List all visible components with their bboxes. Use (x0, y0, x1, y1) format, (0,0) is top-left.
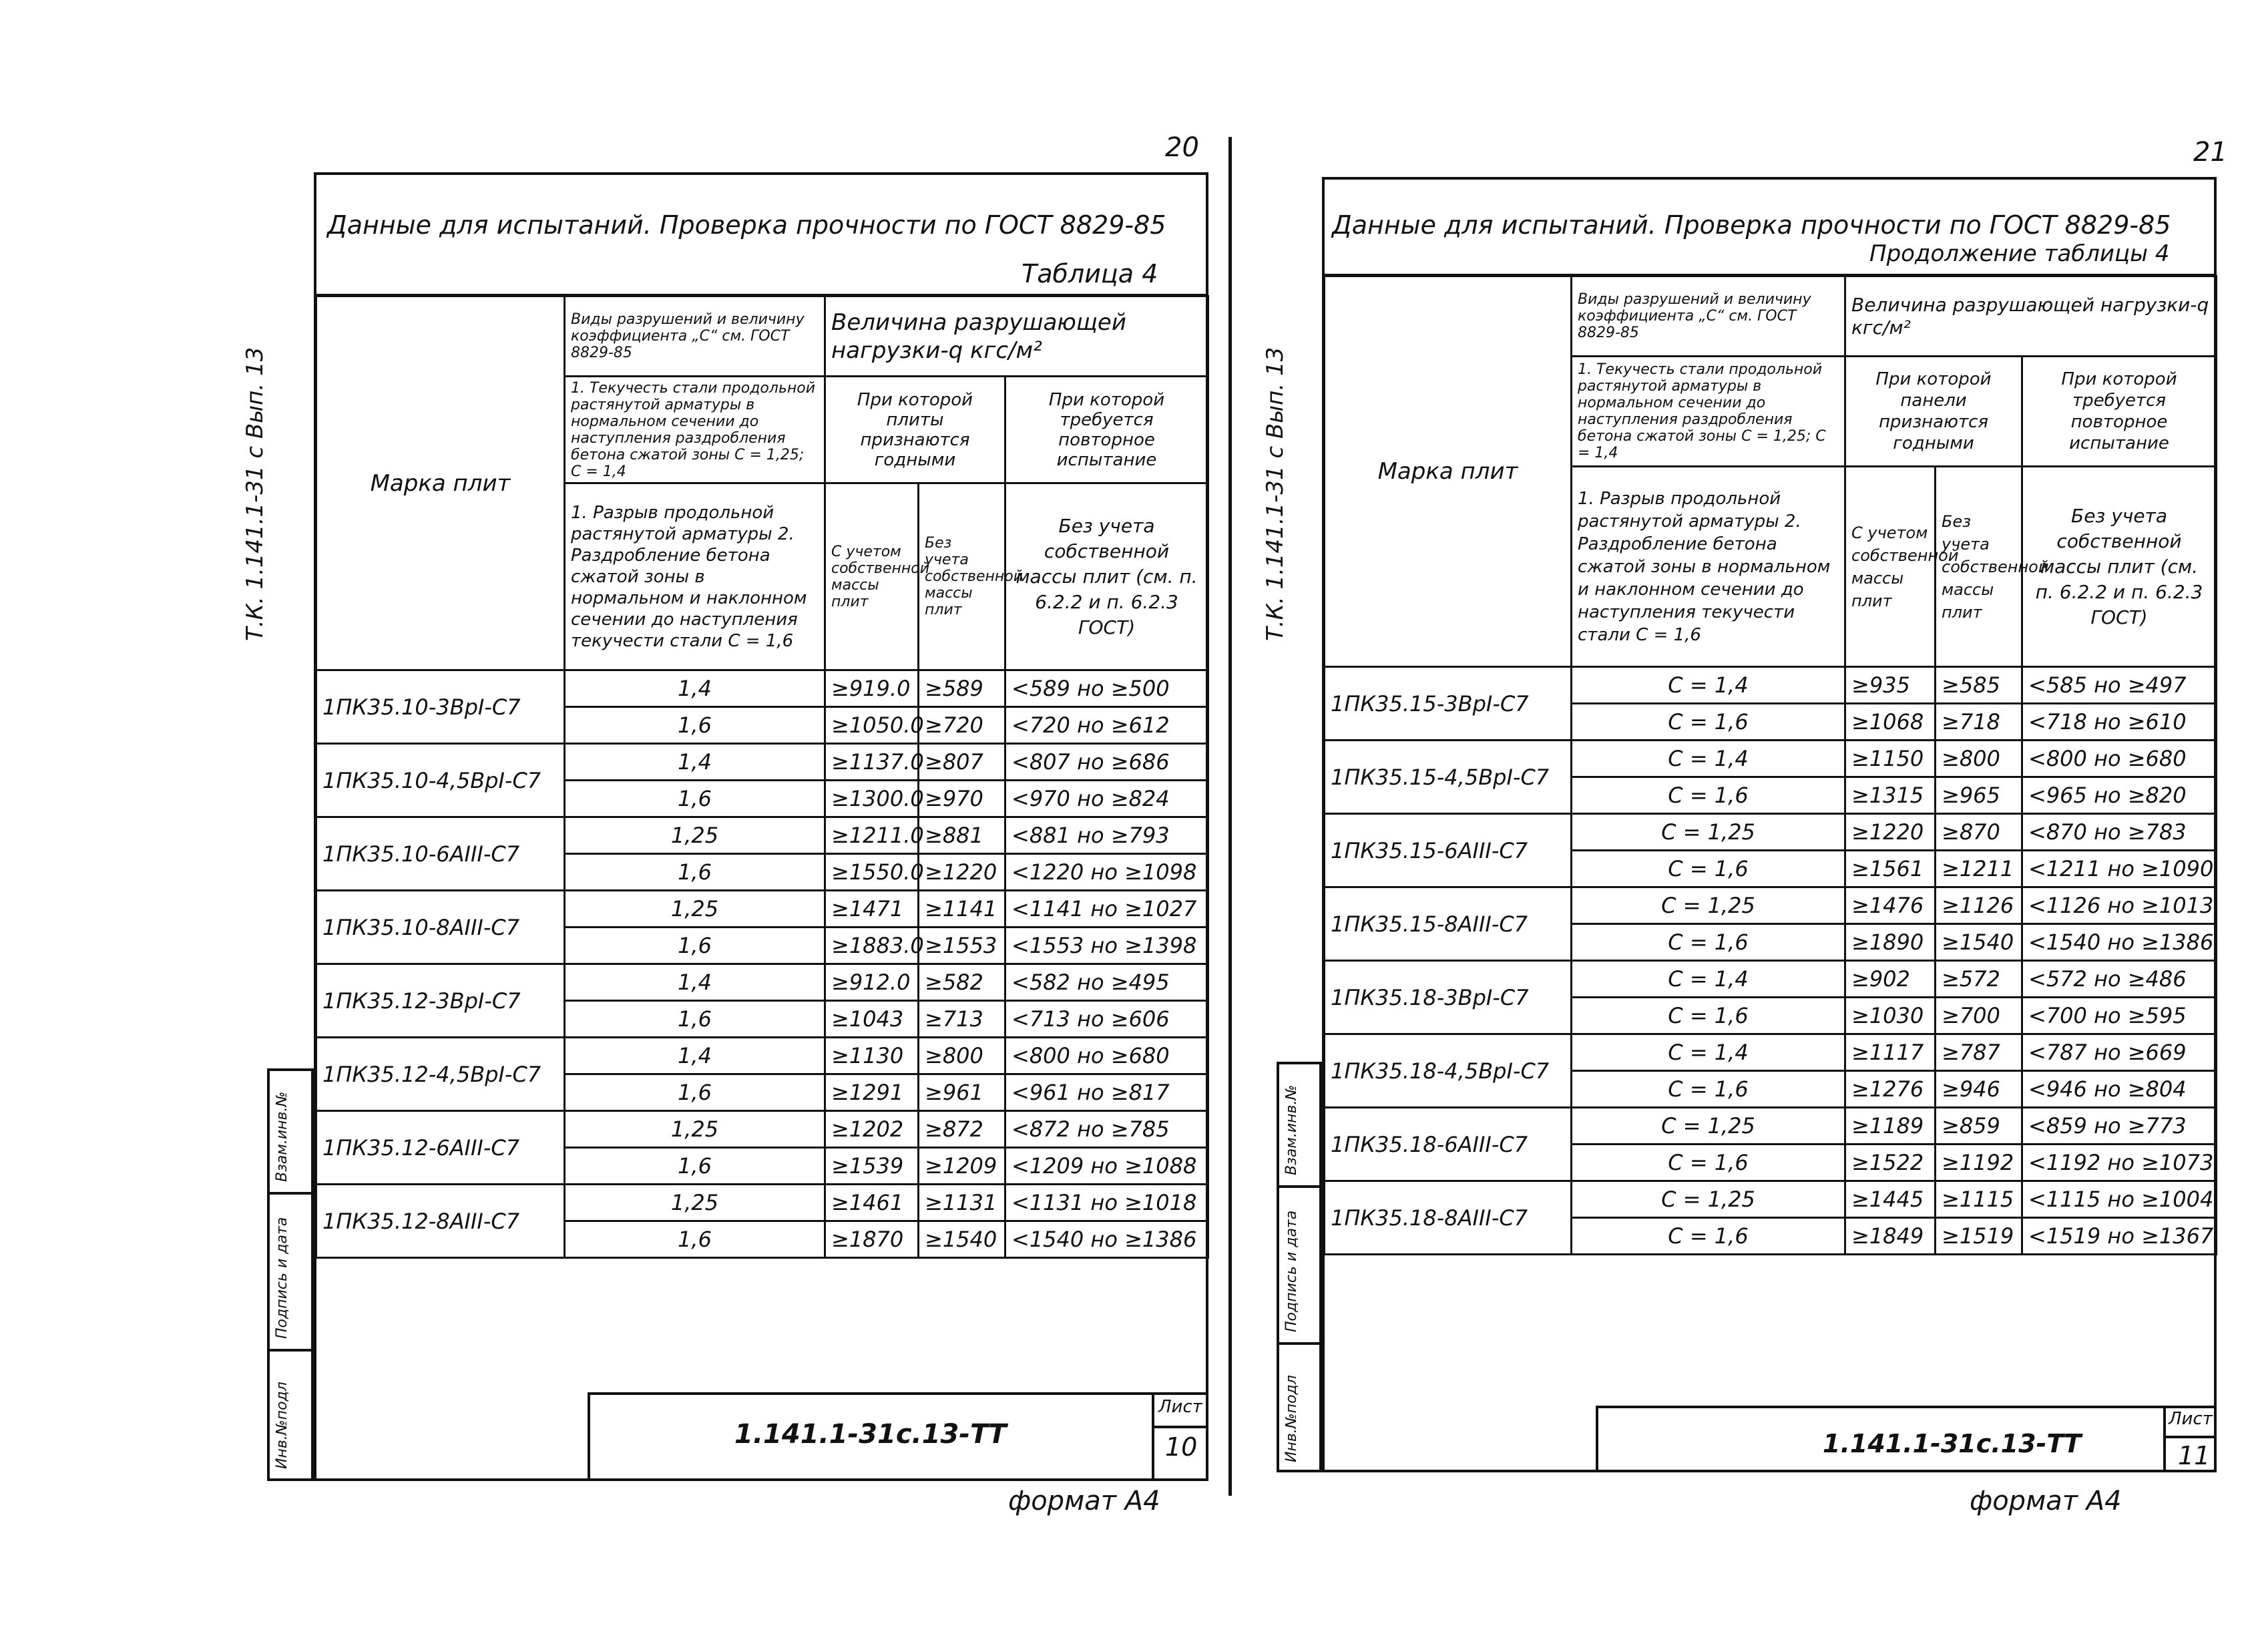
left-side-label: Т.К. 1.141.1-31 с Вып. 13 (242, 347, 268, 641)
right-stamp-sheet-label: Лист (2169, 1409, 2213, 1429)
retest-cell: <872 но ≥785 (1005, 1111, 1208, 1148)
coefficient-cell: С = 1,25 (1572, 1181, 1845, 1218)
coefficient-cell: 1,6 (565, 1074, 825, 1111)
plate-mark-cell: 1ПК35.15-4,5ВрI-С7 (1325, 741, 1572, 814)
table-row (1325, 1108, 2217, 1145)
without-own-mass-cell: ≥572 (1936, 961, 2022, 998)
with-own-mass-cell: ≥1300.0 (825, 781, 919, 817)
left-stamp-divider-v (1152, 1392, 1154, 1481)
retest-cell: <713 но ≥606 (1005, 1001, 1208, 1038)
left-without-own-retest-header: Без учета собственной массы плит (см. п. 6.2.2 и п. 6.2.3 ГОСТ) (1005, 483, 1208, 670)
right-format: формат А4 (1970, 1486, 2122, 1516)
plate-mark-cell: 1ПК35.18-3ВрI-С7 (1325, 961, 1572, 1034)
without-own-mass-cell: ≥1540 (919, 1221, 1005, 1258)
right-stamp-divider-h (2163, 1436, 2217, 1438)
without-own-mass-cell: ≥1141 (919, 891, 1005, 927)
left-mark-header: Марка плит (316, 296, 565, 670)
table-row (1325, 1034, 2217, 1071)
coefficient-cell: С = 1,6 (1572, 1145, 1845, 1181)
without-own-mass-cell: ≥807 (919, 744, 1005, 781)
right-side-stamp-3: Инв.№подл (1283, 1375, 1300, 1462)
with-own-mass-cell: ≥1117 (1845, 1034, 1936, 1071)
coefficient-cell: 1,6 (565, 1221, 825, 1258)
table-row (1325, 961, 2217, 998)
coefficient-cell: С = 1,6 (1572, 998, 1845, 1034)
coefficient-cell: 1,4 (565, 670, 825, 707)
table-row (316, 964, 1208, 1001)
coefficient-cell: 1,6 (565, 707, 825, 744)
without-own-mass-cell: ≥720 (919, 707, 1005, 744)
table-row (1325, 667, 2217, 704)
retest-cell: <700 но ≥595 (2022, 998, 2217, 1034)
retest-cell: <1540 но ≥1386 (2022, 924, 2217, 961)
retest-cell: <970 но ≥824 (1005, 781, 1208, 817)
left-side-stamp-1: Взам.инв.№ (274, 1091, 290, 1182)
without-own-mass-cell: ≥1211 (1936, 851, 2022, 887)
coefficient-cell: С = 1,6 (1572, 777, 1845, 814)
coefficient-cell: 1,4 (565, 744, 825, 781)
with-own-mass-cell: ≥1870 (825, 1221, 919, 1258)
table-row (316, 891, 1208, 927)
right-without-own-retest-header: Без учета собственной массы плит (см. п. 6.2.2 и п. 6.2.3 ГОСТ) (2022, 467, 2217, 667)
coefficient-cell: 1,6 (565, 854, 825, 891)
without-own-mass-cell: ≥1553 (919, 927, 1005, 964)
retest-cell: <1141 но ≥1027 (1005, 891, 1208, 927)
with-own-mass-cell: ≥1043 (825, 1001, 919, 1038)
without-own-mass-cell: ≥713 (919, 1001, 1005, 1038)
without-own-mass-cell: ≥1126 (1936, 887, 2022, 924)
with-own-mass-cell: ≥1291 (825, 1074, 919, 1111)
without-own-mass-cell: ≥1131 (919, 1185, 1005, 1221)
left-accepted-header: При которой плиты признаются годными (825, 377, 1005, 483)
table-row (316, 817, 1208, 854)
right-side-stamp-2: Подпись и дата (1283, 1210, 1300, 1332)
coefficient-cell: С = 1,4 (1572, 961, 1845, 998)
with-own-mass-cell: ≥1849 (1845, 1218, 1936, 1255)
plate-mark-cell: 1ПК35.15-6АIII-С7 (1325, 814, 1572, 887)
coefficient-cell: 1,25 (565, 1185, 825, 1221)
retest-cell: <1115 но ≥1004 (2022, 1181, 2217, 1218)
without-own-mass-cell: ≥1115 (1936, 1181, 2022, 1218)
retest-cell: <585 но ≥497 (2022, 667, 2217, 704)
retest-cell: <1553 но ≥1398 (1005, 927, 1208, 964)
plate-mark-cell: 1ПК35.18-4,5ВрI-С7 (1325, 1034, 1572, 1108)
without-own-mass-cell: ≥718 (1936, 704, 2022, 741)
table-row (1325, 741, 2217, 777)
coefficient-cell: 1,6 (565, 927, 825, 964)
without-own-mass-cell: ≥1209 (919, 1148, 1005, 1185)
left-side-stamp-div1 (267, 1192, 314, 1195)
left-table (315, 295, 1209, 1259)
retest-cell: <589 но ≥500 (1005, 670, 1208, 707)
left-retest-header: При которой требуется повторное испытание (1005, 377, 1208, 483)
table-row (1325, 1181, 2217, 1218)
with-own-mass-cell: ≥1050.0 (825, 707, 919, 744)
plate-mark-cell: 1ПК35.15-3ВрI-С7 (1325, 667, 1572, 741)
table-row (316, 670, 1208, 707)
retest-cell: <1540 но ≥1386 (1005, 1221, 1208, 1258)
with-own-mass-cell: ≥1030 (1845, 998, 1936, 1034)
with-own-mass-cell: ≥1550.0 (825, 854, 919, 891)
without-own-mass-cell: ≥787 (1936, 1034, 2022, 1071)
with-own-mass-cell: ≥1276 (1845, 1071, 1936, 1108)
without-own-mass-cell: ≥961 (919, 1074, 1005, 1111)
retest-cell: <946 но ≥804 (2022, 1071, 2217, 1108)
with-own-mass-cell: ≥1130 (825, 1038, 919, 1074)
retest-cell: <718 но ≥610 (2022, 704, 2217, 741)
right-side-stamp-div1 (1277, 1185, 1322, 1188)
left-types-header: Виды разрушений и величину коэффициента „C“ см. ГОСТ 8829-85 (565, 296, 825, 377)
coefficient-cell: С = 1,6 (1572, 1218, 1845, 1255)
left-stamp-sheet-label: Лист (1158, 1397, 1202, 1417)
right-side-stamp-div2 (1277, 1342, 1322, 1345)
without-own-mass-cell: ≥859 (1936, 1108, 2022, 1145)
left-subtitle: Таблица 4 (1022, 259, 1158, 288)
plate-mark-cell: 1ПК35.12-4,5ВрI-С7 (316, 1038, 565, 1111)
right-page-number: 21 (2193, 137, 2227, 168)
without-own-mass-cell: ≥800 (919, 1038, 1005, 1074)
left-side-stamp-3: Инв.№подл (274, 1382, 290, 1469)
left-type2: 1. Разрыв продольной растянутой арматуры 2. Раздробление бетона сжатой зоны в нормальном и наклонном сечении до наступления текучести стали С = 1,6 (565, 483, 825, 670)
retest-cell: <807 но ≥686 (1005, 744, 1208, 781)
coefficient-cell: С = 1,6 (1572, 851, 1845, 887)
left-load-header: Величина разрушающей нагрузки-q кгс/м² (825, 296, 1208, 377)
retest-cell: <1192 но ≥1073 (2022, 1145, 2217, 1181)
plate-mark-cell: 1ПК35.15-8АIII-С7 (1325, 887, 1572, 961)
plate-mark-cell: 1ПК35.18-6АIII-С7 (1325, 1108, 1572, 1181)
retest-cell: <1131 но ≥1018 (1005, 1185, 1208, 1221)
coefficient-cell: 1,25 (565, 891, 825, 927)
retest-cell: <965 но ≥820 (2022, 777, 2217, 814)
right-type1: 1. Текучесть стали продольной растянутой арматуры в нормальном сечении до наступления раздробления бетона сжатой зоны С = 1,25; С = 1,4 (1572, 357, 1845, 467)
right-type2: 1. Разрыв продольной растянутой арматуры 2. Раздробление бетона сжатой зоны в нормальном и наклонном сечении до наступления текучести стали С = 1,6 (1572, 467, 1845, 667)
with-own-mass-cell: ≥1883.0 (825, 927, 919, 964)
with-own-mass-cell: ≥1445 (1845, 1181, 1936, 1218)
retest-cell: <870 но ≥783 (2022, 814, 2217, 851)
retest-cell: <787 но ≥669 (2022, 1034, 2217, 1071)
left-side-stamp-2: Подпись и дата (274, 1217, 290, 1339)
plate-mark-cell: 1ПК35.12-3ВрI-С7 (316, 964, 565, 1038)
left-without-own-header: Без учета собственной массы плит (919, 483, 1005, 670)
with-own-mass-cell: ≥1137.0 (825, 744, 919, 781)
with-own-mass-cell: ≥1522 (1845, 1145, 1936, 1181)
right-retest-header: При которой требуется повторное испытание (2022, 357, 2217, 467)
left-type1: 1. Текучесть стали продольной растянутой арматуры в нормальном сечении до наступления раздробления бетона сжатой зоны С = 1,25; С = 1,4 (565, 377, 825, 483)
left-title: Данные для испытаний. Проверка прочности по ГОСТ 8829-85 (327, 210, 1166, 240)
without-own-mass-cell: ≥700 (1936, 998, 2022, 1034)
plate-mark-cell: 1ПК35.10-6АIII-С7 (316, 817, 565, 891)
with-own-mass-cell: ≥1315 (1845, 777, 1936, 814)
right-title: Данные для испытаний. Проверка прочности по ГОСТ 8829-85 (1332, 210, 2171, 240)
retest-cell: <800 но ≥680 (1005, 1038, 1208, 1074)
with-own-mass-cell: ≥1461 (825, 1185, 919, 1221)
right-side-label: Т.К. 1.141.1-31 с Вып. 13 (1262, 347, 1289, 641)
coefficient-cell: 1,4 (565, 964, 825, 1001)
coefficient-cell: 1,6 (565, 781, 825, 817)
left-stamp-sheet-number: 10 (1165, 1432, 1198, 1462)
coefficient-cell: С = 1,6 (1572, 1071, 1845, 1108)
right-table (1323, 275, 2217, 1255)
with-own-mass-cell: ≥1220 (1845, 814, 1936, 851)
retest-cell: <582 но ≥495 (1005, 964, 1208, 1001)
plate-mark-cell: 1ПК35.10-3ВрI-С7 (316, 670, 565, 744)
coefficient-cell: 1,6 (565, 1001, 825, 1038)
with-own-mass-cell: ≥1476 (1845, 887, 1936, 924)
right-without-own-header: Без учета собственной массы плит (1936, 467, 2022, 667)
right-stamp-divider-v (2163, 1406, 2166, 1472)
with-own-mass-cell: ≥1068 (1845, 704, 1936, 741)
coefficient-cell: С = 1,6 (1572, 704, 1845, 741)
retest-cell: <881 но ≥793 (1005, 817, 1208, 854)
with-own-mass-cell: ≥902 (1845, 961, 1936, 998)
table-row (316, 1038, 1208, 1074)
coefficient-cell: С = 1,4 (1572, 1034, 1845, 1071)
left-side-stamp-div2 (267, 1349, 314, 1352)
with-own-mass-cell: ≥935 (1845, 667, 1936, 704)
with-own-mass-cell: ≥1561 (1845, 851, 1936, 887)
right-side-stamp-1: Взам.инв.№ (1283, 1084, 1300, 1175)
right-mark-header: Марка плит (1325, 276, 1572, 667)
with-own-mass-cell: ≥1202 (825, 1111, 919, 1148)
retest-cell: <859 но ≥773 (2022, 1108, 2217, 1145)
left-format: формат А4 (1008, 1486, 1160, 1516)
table-row (1325, 887, 2217, 924)
without-own-mass-cell: ≥970 (919, 781, 1005, 817)
without-own-mass-cell: ≥870 (1936, 814, 2022, 851)
right-stamp-code: 1.141.1-31с.13-ТТ (1823, 1429, 2082, 1458)
plate-mark-cell: 1ПК35.10-4,5ВрI-С7 (316, 744, 565, 817)
with-own-mass-cell: ≥1890 (1845, 924, 1936, 961)
table-row (316, 744, 1208, 781)
with-own-mass-cell: ≥1150 (1845, 741, 1936, 777)
center-divider (1228, 137, 1232, 1496)
retest-cell: <961 но ≥817 (1005, 1074, 1208, 1111)
coefficient-cell: С = 1,4 (1572, 667, 1845, 704)
coefficient-cell: С = 1,6 (1572, 924, 1845, 961)
right-accepted-header: При которой панели признаются годными (1845, 357, 2022, 467)
plate-mark-cell: 1ПК35.10-8АIII-С7 (316, 891, 565, 964)
without-own-mass-cell: ≥965 (1936, 777, 2022, 814)
without-own-mass-cell: ≥1540 (1936, 924, 2022, 961)
with-own-mass-cell: ≥919.0 (825, 670, 919, 707)
with-own-mass-cell: ≥1539 (825, 1148, 919, 1185)
table-row (316, 1185, 1208, 1221)
without-own-mass-cell: ≥946 (1936, 1071, 2022, 1108)
retest-cell: <800 но ≥680 (2022, 741, 2217, 777)
with-own-mass-cell: ≥912.0 (825, 964, 919, 1001)
right-with-own-header: С учетом собственной массы плит (1845, 467, 1936, 667)
without-own-mass-cell: ≥1192 (1936, 1145, 2022, 1181)
table-row (316, 1111, 1208, 1148)
right-stamp-sheet-number: 11 (2178, 1441, 2211, 1470)
left-page-number: 20 (1165, 132, 1199, 163)
table-row (1325, 814, 2217, 851)
coefficient-cell: С = 1,4 (1572, 741, 1845, 777)
without-own-mass-cell: ≥1220 (919, 854, 1005, 891)
without-own-mass-cell: ≥881 (919, 817, 1005, 854)
without-own-mass-cell: ≥582 (919, 964, 1005, 1001)
right-load-header: Величина разрушающей нагрузки-q кгс/м² (1845, 276, 2217, 357)
coefficient-cell: 1,4 (565, 1038, 825, 1074)
with-own-mass-cell: ≥1211.0 (825, 817, 919, 854)
coefficient-cell: С = 1,25 (1572, 887, 1845, 924)
coefficient-cell: С = 1,25 (1572, 1108, 1845, 1145)
with-own-mass-cell: ≥1189 (1845, 1108, 1936, 1145)
retest-cell: <1220 но ≥1098 (1005, 854, 1208, 891)
coefficient-cell: 1,25 (565, 1111, 825, 1148)
retest-cell: <1126 но ≥1013 (2022, 887, 2217, 924)
without-own-mass-cell: ≥589 (919, 670, 1005, 707)
right-types-header: Виды разрушений и величину коэффициента „C“ см. ГОСТ 8829-85 (1572, 276, 1845, 357)
without-own-mass-cell: ≥800 (1936, 741, 2022, 777)
right-subtitle: Продолжение таблицы 4 (1869, 240, 2170, 267)
retest-cell: <1211 но ≥1090 (2022, 851, 2217, 887)
retest-cell: <1519 но ≥1367 (2022, 1218, 2217, 1255)
retest-cell: <1209 но ≥1088 (1005, 1148, 1208, 1185)
left-with-own-header: С учетом собственной массы плит (825, 483, 919, 670)
coefficient-cell: 1,6 (565, 1148, 825, 1185)
left-stamp-code: 1.141.1-31с.13-ТТ (734, 1419, 1007, 1450)
plate-mark-cell: 1ПК35.18-8АIII-С7 (1325, 1181, 1572, 1255)
with-own-mass-cell: ≥1471 (825, 891, 919, 927)
coefficient-cell: С = 1,25 (1572, 814, 1845, 851)
retest-cell: <572 но ≥486 (2022, 961, 2217, 998)
left-stamp-divider-h (1152, 1426, 1208, 1428)
coefficient-cell: 1,25 (565, 817, 825, 854)
without-own-mass-cell: ≥585 (1936, 667, 2022, 704)
plate-mark-cell: 1ПК35.12-8АIII-С7 (316, 1185, 565, 1258)
plate-mark-cell: 1ПК35.12-6АIII-С7 (316, 1111, 565, 1185)
without-own-mass-cell: ≥872 (919, 1111, 1005, 1148)
without-own-mass-cell: ≥1519 (1936, 1218, 2022, 1255)
retest-cell: <720 но ≥612 (1005, 707, 1208, 744)
